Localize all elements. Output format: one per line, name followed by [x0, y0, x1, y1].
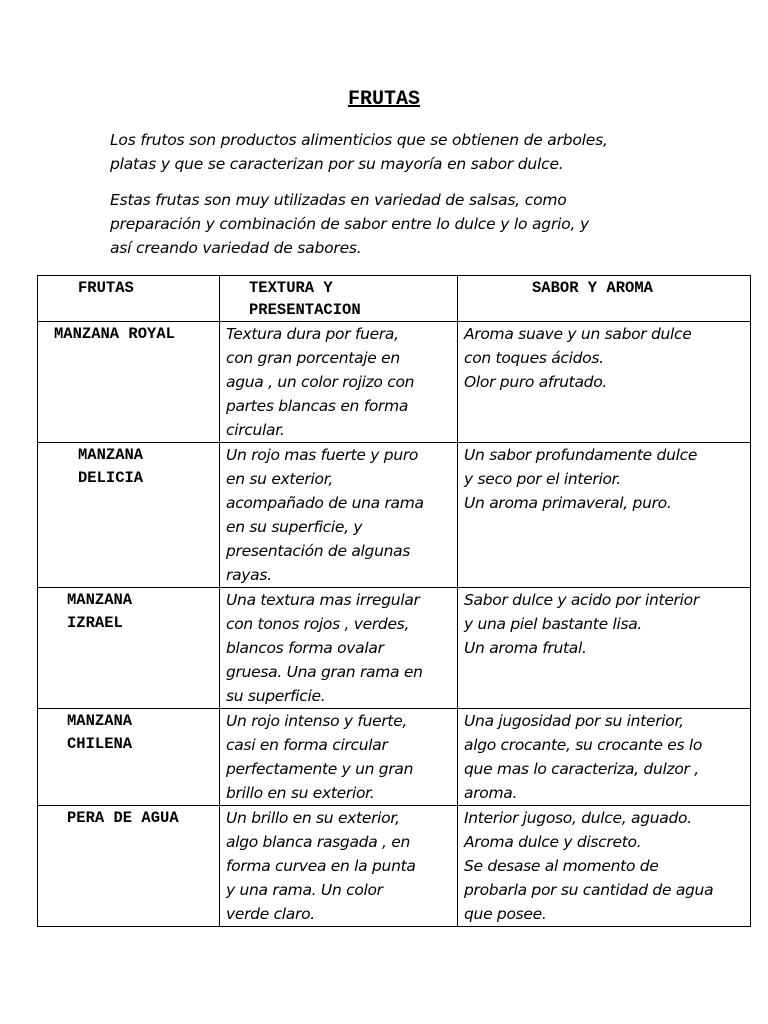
page-title: FRUTAS [347, 88, 420, 111]
fruit-name-cell: MANZANA DELICIA [38, 443, 220, 588]
texture-cell: Textura dura por fuera, con gran porcentaje en agua , un color rojizo con partes blancas en forma circular. [220, 322, 458, 443]
fruit-name-cell: MANZANA CHILENA [38, 709, 220, 806]
flavor-cell: Una jugosidad por su interior, algo crocante, su crocante es lo que mas lo caracteriza, dulzor , aroma. [458, 709, 751, 806]
texture-cell: Un rojo intenso y fuerte, casi en forma circular perfectamente y un gran brillo en su exterior. [220, 709, 458, 806]
header-textura: TEXTURA Y PRESENTACION [220, 276, 458, 322]
texture-cell: Una textura mas irregular con tonos rojos , verdes, blancos forma ovalar gruesa. Una gran rama en su superficie. [220, 588, 458, 709]
fruit-name-cell: MANZANA ROYAL [38, 322, 220, 443]
fruit-name-cell: MANZANA IZRAEL [38, 588, 220, 709]
flavor-cell: Interior jugoso, dulce, aguado. Aroma dulce y discreto. Se desase al momento de probarla por su cantidad de agua que posee. [458, 806, 751, 927]
table-row [38, 709, 751, 806]
intro-paragraph: Los frutos son productos alimenticios que se obtienen de arboles, platas y que se caracterizan por su mayoría en sabor dulce. [110, 131, 608, 173]
fruit-name-cell: PERA DE AGUA [38, 806, 220, 927]
texture-cell: Un rojo mas fuerte y puro en su exterior, acompañado de una rama en su superficie, y presentación de algunas rayas. [220, 443, 458, 588]
table-row [38, 443, 751, 588]
flavor-cell: Un sabor profundamente dulce y seco por el interior. Un aroma primaveral, puro. [458, 443, 751, 588]
table-row [38, 588, 751, 709]
texture-cell: Un brillo en su exterior, algo blanca rasgada , en forma curvea en la punta y una rama. Un color verde claro. [220, 806, 458, 927]
flavor-cell: Aroma suave y un sabor dulce con toques ácidos. Olor puro afrutado. [458, 322, 751, 443]
flavor-cell: Sabor dulce y acido por interior y una piel bastante lisa. Un aroma frutal. [458, 588, 751, 709]
usage-paragraph: Estas frutas son muy utilizadas en variedad de salsas, como preparación y combinación de sabor entre lo dulce y lo agrio, y así creando variedad de sabores. [110, 191, 589, 257]
header-frutas: FRUTAS [38, 276, 220, 322]
table-header-row [38, 276, 751, 322]
table-row [38, 806, 751, 927]
table-row [38, 322, 751, 443]
fruits-table [37, 275, 751, 927]
header-sabor: SABOR Y AROMA [458, 276, 751, 322]
